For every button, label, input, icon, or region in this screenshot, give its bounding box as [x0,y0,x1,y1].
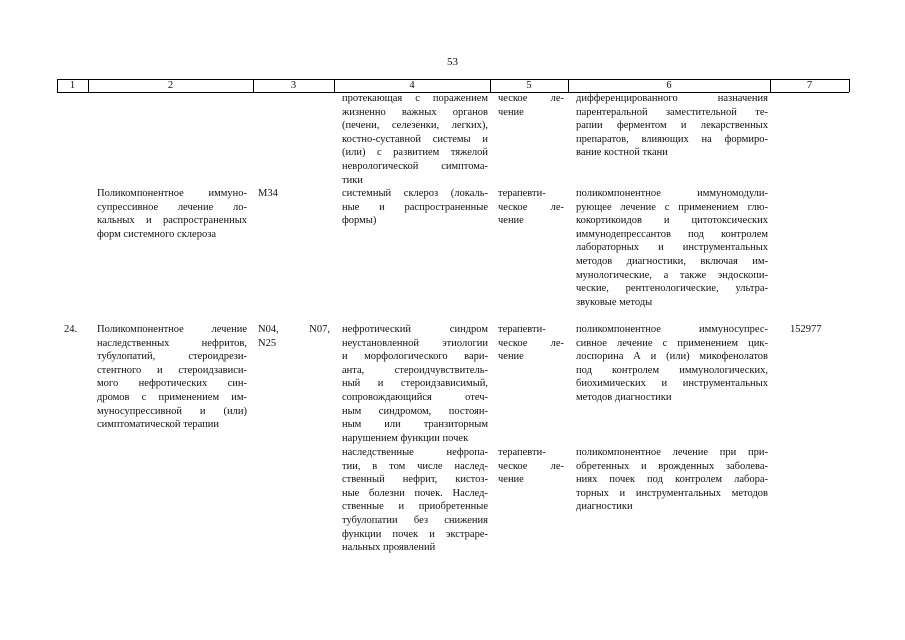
text-line: функции почек и экстраре- [342,528,488,540]
header-divider [849,79,850,92]
row-nephropathy-disease-cell [342,446,488,555]
text-line: нефротический синдром [342,324,488,335]
row-sclerosis-name-cell [97,187,247,241]
header-col-1: 1 [69,80,76,91]
text-line: ным синдромом, постоян- [342,405,488,417]
text-line: тии, в том числе наслед- [342,460,488,472]
text-line: (или) с развитием тяжелой [342,147,488,159]
text-line: наследственных нефритов, [97,337,247,349]
text-line: дифференцированного назначения [576,93,768,104]
text-line: ственный нефрит, кистоз- [342,474,488,486]
text-line: ниях почек под контролем лабора- [576,474,768,486]
text-line: чение [498,351,524,363]
text-line: костно-суставной системы и [342,133,488,145]
text-line: чение [498,106,524,118]
text-line: неустановленной этиологии [342,337,488,349]
header-col-3: 3 [290,80,297,91]
text-line: лоспорина А и (или) микофенолатов [576,351,768,363]
text-line: форм системного склероза [97,228,217,240]
text-line: чение [498,215,524,227]
text-line: терапевти- [498,324,546,335]
text-line: супрессивное лечение ло- [97,201,247,213]
text-line: ческое ле- [498,460,564,472]
text-line: ные болезни почек. Наслед- [342,487,488,499]
text-line: поликомпонентное иммуномодули- [576,188,768,199]
text-line: сивное лечение с применением цик- [576,337,768,349]
icd-code: N25 [258,337,277,349]
text-line: и морфологического вари- [342,351,488,363]
icd-code: M34 [258,188,278,199]
text-line: системный склероз (локаль- [342,188,488,199]
header-col-6: 6 [666,80,672,91]
text-line: тики [342,174,363,186]
text-line: под контролем иммунологических, [576,364,768,376]
text-line: рующее лечение с применением глю- [576,201,768,213]
text-line: обретенных и врожденных заболева- [576,460,768,472]
text-line: дромов с применением им- [97,391,247,403]
cost-value: 152977 [790,324,822,335]
text-line: тубулопатии без снижения [342,514,488,526]
header-col-7: 7 [806,80,813,91]
text-line: биохимических и инструментальных [576,378,768,390]
text-line: иммунодепрессантов под контролем [576,228,768,240]
text-line: кальных и распространенных [97,215,247,227]
text-line: чение [498,474,524,486]
text-line: лабораторных и инструментальных [576,242,768,254]
row-24-method-cell [576,323,768,405]
text-line: мунологические, а также эндоскопи- [576,269,768,281]
text-line: формы) [342,215,377,227]
text-line: (печени, селезенки, легких), [342,120,488,132]
text-line: поликомпонентное иммуносупрес- [576,324,768,335]
row-24-name-cell [97,323,247,432]
text-line: протекающая с поражением [342,93,488,104]
row-nephropathy-treatment-type-cell [498,446,564,487]
text-line: Поликомпонентное иммуно- [97,188,247,199]
text-line: диагностики [576,501,633,513]
row-24-disease-cell [342,323,488,445]
text-line: нальных проявлений [342,542,436,554]
text-line: стентного и стероидзависи- [97,364,247,376]
text-line: терапевти- [498,447,546,458]
text-line: кокортикоидов и цитотоксических [576,215,768,227]
text-line: ным или транзиторным [342,419,488,431]
text-line: методов диагностики [576,391,672,403]
row-24-number-cell [64,323,86,337]
text-line: тубулопатий, стероидрези- [97,351,247,363]
text-line: симптоматической терапии [97,419,220,431]
text-line: ческое ле- [498,337,564,349]
text-line: ный и стероидзависимый, [342,378,488,390]
row-sclerosis-code-cell [258,187,330,201]
text-line: методов диагностики, включая им- [576,255,768,267]
row-cont-method-cell [576,92,768,160]
text-line: вание костной ткани [576,147,668,159]
header-col-4: 4 [409,80,415,91]
header-col-2: 2 [167,80,174,91]
row-nephropathy-method-cell [576,446,768,514]
text-line: нарушением функции почек [342,432,469,444]
text-line: парентеральной заместительной те- [576,106,768,118]
text-line: сопровождающийся отеч- [342,391,488,403]
row-sclerosis-disease-cell [342,187,488,228]
text-line: препаратов, влияющих на формиро- [576,133,768,145]
text-line: ственные и приобретенные [342,501,488,513]
text-line: торных и инструментальных методов [576,487,768,499]
text-line: анта, стероидчувствитель- [342,364,488,376]
row-cont-treatment-type-cell [498,92,564,119]
text-line: поликомпонентное лечение при при- [576,447,768,458]
text-line: наследственные нефропа- [342,447,488,458]
text-line: неврологической симптома- [342,160,488,172]
row-24-code-cell [258,323,330,350]
header-col-5: 5 [526,80,532,91]
text-line: Поликомпонентное лечение [97,324,247,335]
row-24-cost-cell [790,323,840,337]
row-sclerosis-method-cell [576,187,768,309]
page-number: 53 [447,56,458,68]
text-line: звуковые методы [576,296,653,308]
text-line: муносупрессивной и (или) [97,405,247,417]
text-line: ческое ле- [498,93,564,104]
text-line: жизненно важных органов [342,106,488,118]
text-line: мого нефротических син- [97,378,247,390]
text-line: ные и распространенные [342,201,488,213]
row-cont-disease-cell [342,92,488,187]
row-sclerosis-treatment-type-cell [498,187,564,228]
row-24-treatment-type-cell [498,323,564,364]
text-line: ческое ле- [498,201,564,213]
text-line: ческие, рентгенологические, ультра- [576,283,768,295]
text-line: рапии ферментом и лекарственных [576,120,768,132]
text-line: терапевти- [498,188,546,199]
icd-code: N04, N07, [258,324,330,335]
row-number: 24. [64,324,78,335]
